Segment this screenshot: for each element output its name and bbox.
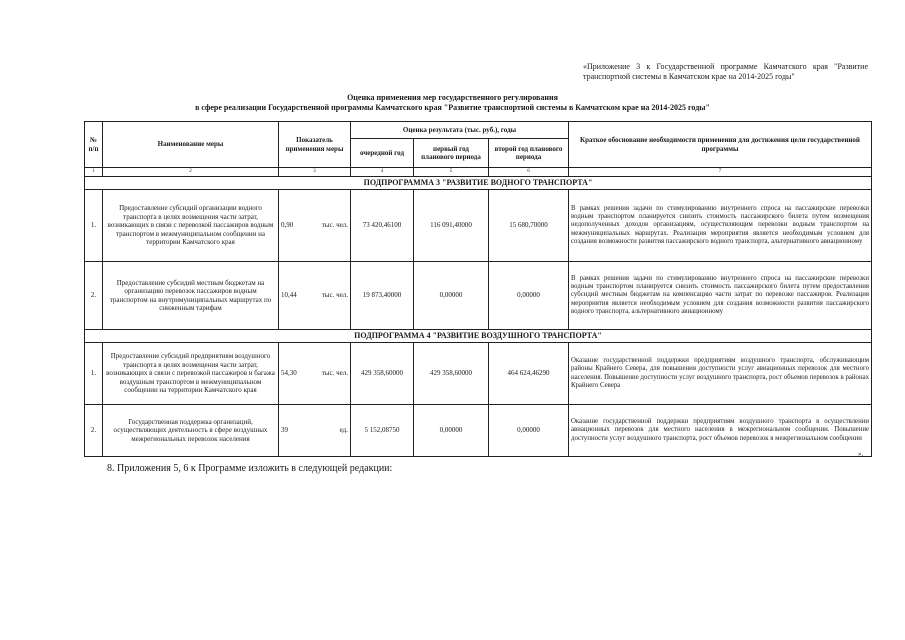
column-numbers-row (85, 168, 872, 177)
current-year-value: 5 152,08750 (351, 405, 414, 457)
header-indicator: Показатель применения меры (279, 122, 351, 168)
table-row (85, 343, 872, 405)
footer-instruction: 8. Приложения 5, 6 к Программе изложить в следующей редакции: (107, 463, 393, 474)
row-num: 2. (85, 262, 103, 330)
col-number: 3 (279, 168, 351, 177)
measure-name: Предоставление субсидий организации водного транспорта в целях возмещения части затрат, возникающих в связи с перевозкой пассажиров водным транспортом в межмуниципальном сообщении на территории Камчатского края (103, 190, 279, 262)
first-year-value: 0,00000 (414, 262, 489, 330)
indicator-value: 10,44 (281, 291, 297, 300)
justification-text: В рамках решения задачи по стимулированию внутреннего спроса на пассажирские перевозки водным транспортом планируется снизить стоимость пассажирского билета путем предоставления субсидий местным бюджетам на компенсацию части затрат по перевозке пассажиров. Реализация мероприятия является необходимым условием для создания возможности развития пассажирского водного транспорта, альтернативного авиационному (569, 262, 872, 330)
second-year-value: 0,00000 (489, 262, 569, 330)
second-year-value: 0,00000 (489, 405, 569, 457)
measure-name: Предоставление субсидий местным бюджетам на организацию перевозок пассажиров водным транспортом на внутримуниципальных маршрутах по сниженным тарифам (103, 262, 279, 330)
row-num: 1. (85, 190, 103, 262)
row-num: 2. (85, 405, 103, 457)
col-number: 7 (569, 168, 872, 177)
justification-text: Оказание государственной поддержки предприятиям воздушного транспорта, обслуживающим районы Крайнего Севера, для повышения доступности услуг авиационных перевозок для местного населения. Повышение доступности услуг воздушного транспорта, рост объемов перевозок в районах Крайнего Севера (569, 343, 872, 405)
row-num: 1. (85, 343, 103, 405)
indicator-unit: ед. (339, 426, 348, 435)
indicator-value: 39 (281, 426, 288, 435)
section-title: ПОДПРОГРАММА 3 "РАЗВИТИЕ ВОДНОГО ТРАНСПОРТА" (85, 177, 872, 190)
indicator-cell (279, 343, 351, 405)
header-row-1 (85, 122, 872, 139)
table-row (85, 262, 872, 330)
header-first-year: первый год планового периода (414, 139, 489, 168)
document-title: Оценка применения мер государственного регулирования (347, 93, 558, 102)
header-second-year: второй год планового периода (489, 139, 569, 168)
header-justification: Краткое обоснование необходимости применения для достижения цели государственной программы (569, 122, 872, 168)
header-num: № п/п (85, 122, 103, 168)
section-row (85, 330, 872, 343)
indicator-unit: тыс. чел. (321, 291, 348, 300)
indicator-cell (279, 262, 351, 330)
table-row (85, 190, 872, 262)
indicator-cell (279, 190, 351, 262)
current-year-value: 73 420,46100 (351, 190, 414, 262)
indicator-value: 54,30 (281, 369, 297, 378)
current-year-value: 429 358,60000 (351, 343, 414, 405)
first-year-value: 116 091,40000 (414, 190, 489, 262)
col-number: 1 (85, 168, 103, 177)
section-row (85, 177, 872, 190)
regulation-measures-table (84, 121, 872, 457)
second-year-value: 15 680,70000 (489, 190, 569, 262)
indicator-value: 0,90 (281, 221, 294, 230)
justification-text: Оказание государственной поддержки предприятиям воздушного транспорта в осуществлении авиационных перевозок для местного населения в межрегиональном сообщении. Повышение доступности услуг воздушного транспорта, рост объемов перевозок в межрегиональном сообщении (569, 405, 872, 457)
second-year-value: 464 624,46290 (489, 343, 569, 405)
current-year-value: 19 873,40000 (351, 262, 414, 330)
header-measure: Наименование меры (103, 122, 279, 168)
closing-quote-mark: ». (858, 450, 864, 458)
col-number: 5 (414, 168, 489, 177)
indicator-unit: тыс. чел. (321, 369, 348, 378)
justification-text: В рамках решения задачи по стимулированию внутреннего спроса на пассажирские перевозки водным транспортом планируется снизить стоимость пассажирского билета путем возмещения недополученных доходов организациям, осуществляющим перевозки водным транспортом на межмуниципальных маршрутах. Реализация мероприятия является необходимым условием для создания возможности развития пассажирского водного транспорта, альтернативного авиационному (569, 190, 872, 262)
measure-name: Предоставление субсидий предприятиям воздушного транспорта в целях возмещения части затрат, возникающих в связи с перевозкой пассажиров и багажа воздушным транспортом в межмуниципальном сообщении на территории Камчатского края (103, 343, 279, 405)
appendix-note: «Приложение 3 к Государственной программе Камчатского края "Развитие транспортной системы в Камчатском крае на 2014-2025 годы" (583, 62, 868, 81)
header-estimate: Оценка результата (тыс. руб.), годы (351, 122, 569, 139)
section-title: ПОДПРОГРАММА 4 "РАЗВИТИЕ ВОЗДУШНОГО ТРАНСПОРТА" (85, 330, 872, 343)
col-number: 2 (103, 168, 279, 177)
first-year-value: 429 358,60000 (414, 343, 489, 405)
col-number: 4 (351, 168, 414, 177)
col-number: 6 (489, 168, 569, 177)
first-year-value: 0,00000 (414, 405, 489, 457)
indicator-cell (279, 405, 351, 457)
document-subtitle: в сфере реализации Государственной программы Камчатского края "Развитие транспортной системы в Камчатском крае на 2014-2025 годы" (195, 103, 710, 112)
indicator-unit: тыс. чел. (321, 221, 348, 230)
header-current-year: очередной год (351, 139, 414, 168)
measure-name: Государственная поддержка организаций, осуществляющих деятельность в сфере воздушных межрегиональных перевозок населения (103, 405, 279, 457)
table-row (85, 405, 872, 457)
